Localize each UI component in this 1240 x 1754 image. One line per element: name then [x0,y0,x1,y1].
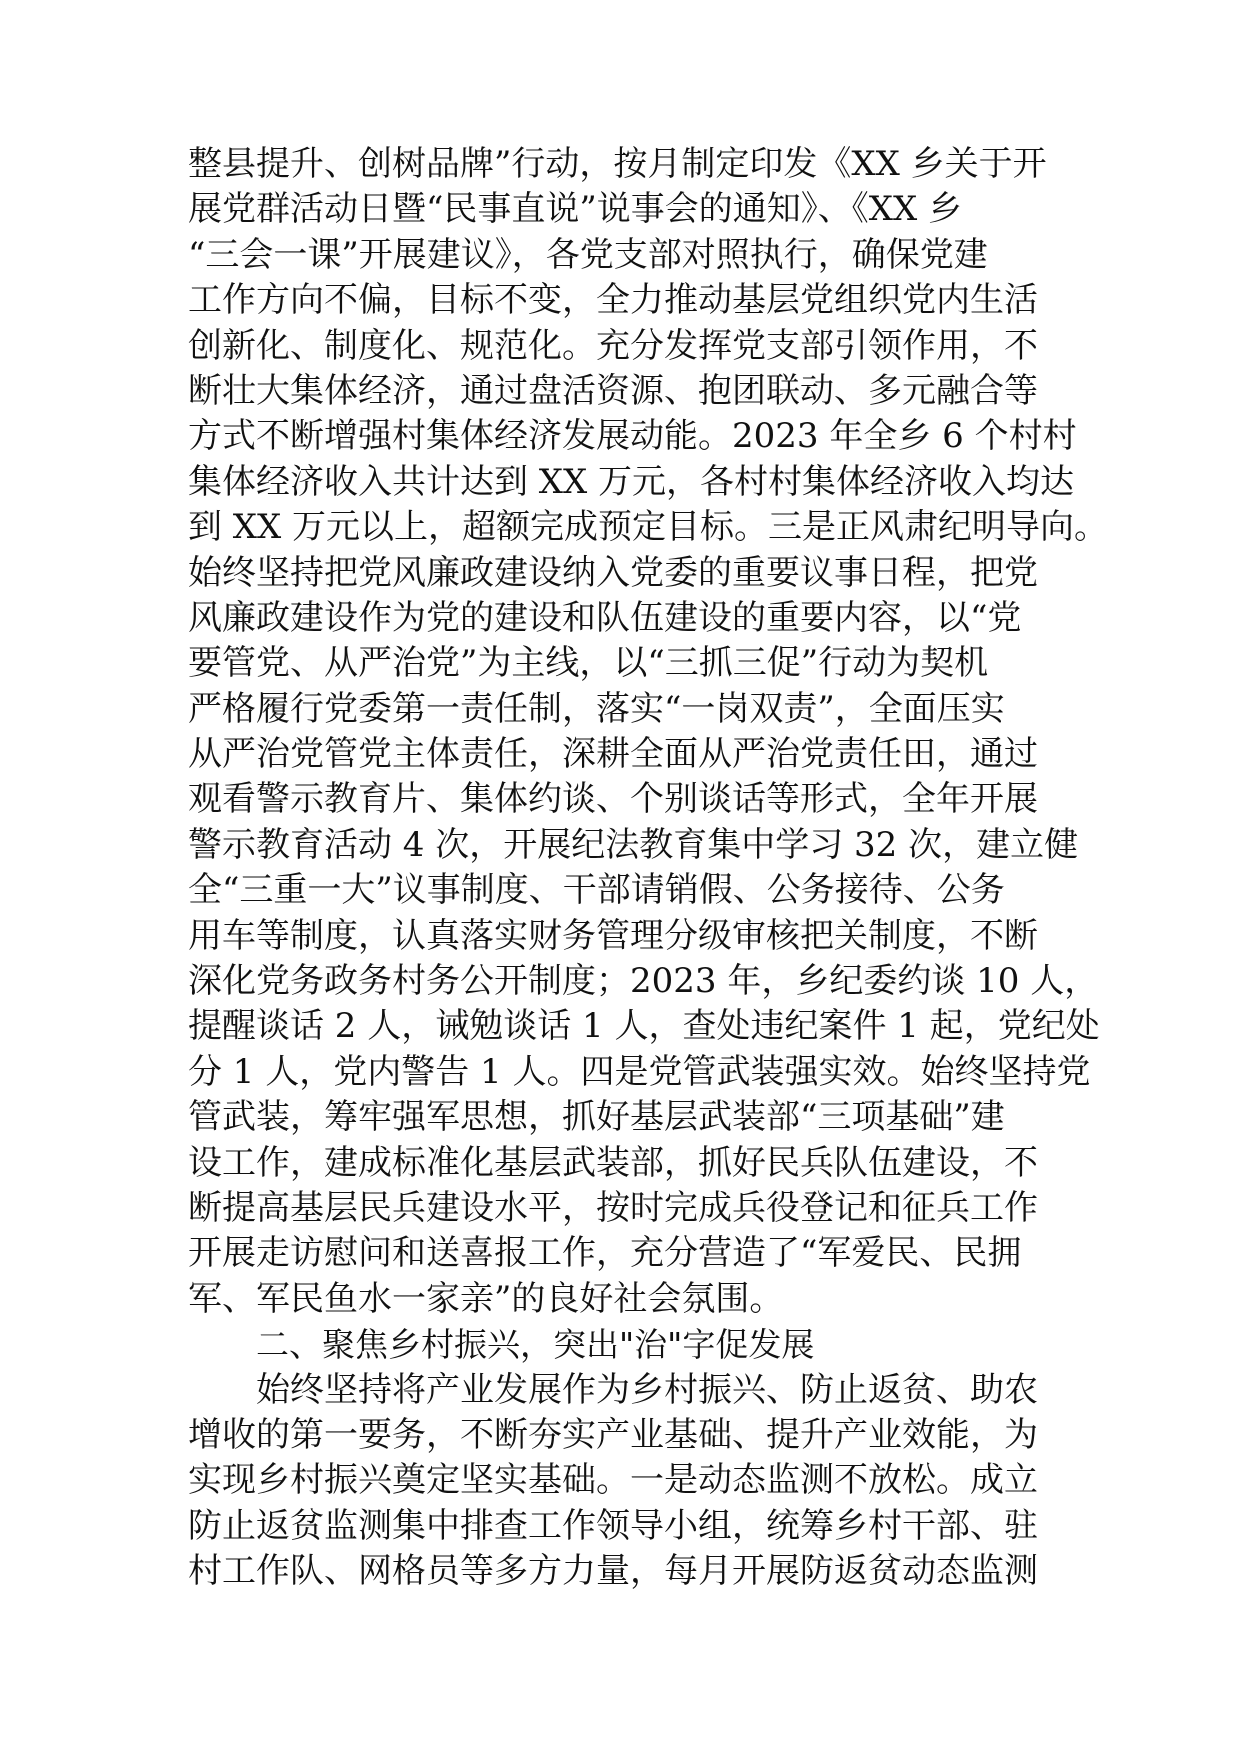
body-line: 设工作，建成标准化基层武装部，抓好民兵队伍建设，不 [188,1142,1038,1183]
body-line: 军、军民鱼水一家亲”的良好社会氛围。 [188,1278,784,1319]
body-line: 风廉政建设作为党的建设和队伍建设的重要内容，以“党 [188,597,1022,638]
body-line: 提醒谈话 2 人，诫勉谈话 1 人，查处违纪案件 1 起，党纪处 [188,1006,1100,1047]
body-line: 要管党、从严治党”为主线，以“三抓三促”行动为契机 [188,643,989,684]
body-line: 警示教育活动 4 次，开展纪法教育集中学习 32 次，建立健 [188,824,1079,865]
body-line: 从严治党管党主体责任，深耕全面从严治党责任田，通过 [188,734,1038,775]
body-line: 到 XX 万元以上，超额完成预定目标。三是正风肃纪明导向。 [188,507,1109,548]
body-line: 创新化、制度化、规范化。充分发挥党支部引领作用，不 [188,325,1038,366]
body-line: 工作方向不偏，目标不变，全力推动基层党组织党内生活 [188,280,1038,321]
body-line: 分 1 人，党内警告 1 人。四是党管武装强实效。始终坚持党 [188,1051,1091,1092]
body-line: 防止返贫监测集中排查工作领导小组，统筹乡村干部、驻 [188,1505,1038,1546]
body-line: 全“三重一大”议事制度、干部请销假、公务接待、公务 [188,870,1005,911]
body-line: 严格履行党委第一责任制，落实“一岗双责”，全面压实 [188,688,1005,729]
body-line: “三会一课”开展建议》，各党支部对照执行，确保党建 [188,234,988,275]
body-line: 管武装，筹牢强军思想，抓好基层武装部“三项基础”建 [188,1097,1005,1138]
body-line: 实现乡村振兴奠定坚实基础。一是动态监测不放松。成立 [188,1460,1038,1501]
body-line: 展党群活动日暨“民事直说”说事会的通知》、《XX 乡 [188,189,962,230]
body-line: 整县提升、创树品牌”行动，按月制定印发《XX 乡关于开 [188,144,1047,184]
body-line: 始终坚持将产业发展作为乡村振兴、防止返贫、助农 [256,1369,1038,1410]
body-line: 断提高基层民兵建设水平，按时完成兵役登记和征兵工作 [188,1187,1038,1228]
body-line: 断壮大集体经济，通过盘活资源、抱团联动、多元融合等 [188,370,1038,411]
body-line: 用车等制度，认真落实财务管理分级审核把关制度，不断 [188,915,1038,956]
body-line: 村工作队、网格员等多方力量，每月开展防返贫动态监测 [188,1551,1038,1592]
body-line: 增收的第一要务，不断夯实产业基础、提升产业效能，为 [188,1414,1038,1455]
body-line: 始终坚持把党风廉政建设纳入党委的重要议事日程，把党 [188,552,1038,593]
body-line: 观看警示教育片、集体约谈、个别谈话等形式，全年开展 [188,779,1038,820]
document-body [188,142,1109,1595]
body-line: 开展走访慰问和送喜报工作，充分营造了“军爱民、民拥 [188,1233,1022,1274]
body-line: 深化党务政务村务公开制度；2023 年，乡纪委约谈 10 人， [188,961,1099,1002]
body-line: 方式不断增强村集体经济发展动能。2023 年全乡 6 个村村 [188,416,1077,457]
section-heading: 二、聚焦乡村振兴，突出"治"字促发展 [256,1325,815,1365]
body-line: 集体经济收入共计达到 XX 万元，各村村集体经济收入均达 [188,461,1075,502]
